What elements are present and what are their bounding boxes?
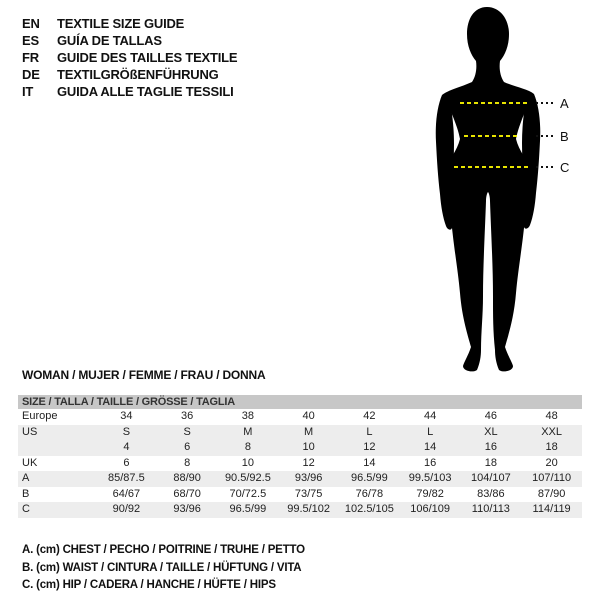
- table-row-us: [18, 425, 582, 441]
- size-value: 68/70: [173, 487, 201, 500]
- language-row-es: [22, 32, 237, 49]
- row-label: C: [22, 503, 30, 515]
- size-table: [18, 395, 582, 518]
- language-code: EN: [22, 16, 40, 31]
- size-value: 12: [363, 441, 376, 453]
- table-row-chest-a: [18, 471, 582, 487]
- size-value: 20: [545, 456, 558, 469]
- row-label: [18, 440, 96, 456]
- size-value: 96.5/99: [351, 472, 388, 484]
- size-value: 99.5/102: [287, 503, 331, 515]
- size-value: 14: [363, 456, 376, 469]
- size-value: 10: [302, 441, 315, 453]
- size-value: 18: [545, 441, 558, 453]
- row-label: A: [22, 472, 30, 484]
- language-title-block: [22, 15, 237, 100]
- row-label: B: [22, 487, 30, 500]
- size-value: 48: [545, 410, 558, 422]
- language-row-it: [22, 83, 237, 100]
- size-value: L: [366, 425, 373, 438]
- size-value: 38: [241, 410, 254, 422]
- size-value: 73/75: [294, 487, 323, 500]
- body-silhouette: [442, 7, 534, 371]
- language-code: FR: [22, 50, 39, 65]
- size-value: 90/92: [112, 503, 141, 515]
- size-value: 79/82: [416, 487, 444, 500]
- language-row-en: [22, 15, 237, 32]
- language-label: GUÍA DE TALLAS: [57, 33, 162, 48]
- size-value: 44: [424, 410, 437, 422]
- row-label: US: [22, 425, 38, 438]
- size-value: 34: [120, 410, 133, 422]
- size-value: 93/96: [173, 503, 201, 515]
- table-row-uk: [18, 456, 582, 472]
- size-value: 87/90: [537, 487, 566, 500]
- size-value: 8: [184, 456, 191, 469]
- language-code: DE: [22, 67, 40, 82]
- size-value: 76/78: [355, 487, 384, 500]
- size-value: 70/72.5: [229, 487, 267, 500]
- size-value: 46: [484, 410, 497, 422]
- size-value: 10: [241, 456, 254, 469]
- measurement-figure: [390, 0, 600, 380]
- size-value: 16: [484, 441, 497, 453]
- table-row-europe: [18, 409, 582, 425]
- size-value: 106/109: [410, 503, 450, 515]
- size-value: XXL: [541, 425, 563, 438]
- table-row-hip-c: [18, 502, 582, 518]
- size-value: 6: [123, 456, 130, 469]
- row-label: Europe: [22, 410, 58, 422]
- legend-hip: C. (cm) HIP / CADERA / HANCHE / HÜFTE / HIPS: [22, 579, 276, 591]
- size-value: 8: [244, 441, 251, 453]
- table-header-size: SIZE / TALLA / TAILLE / GRÖSSE / TAGLIA: [18, 395, 582, 409]
- language-label: GUIDE DES TAILLES TEXTILE: [57, 50, 238, 65]
- size-value: S: [122, 425, 131, 438]
- language-label: TEXTILGRÖßENFÜHRUNG: [57, 67, 219, 82]
- section-title-woman: WOMAN / MUJER / FEMME / FRAU / DONNA: [22, 368, 266, 382]
- table-row-us-numeric: [18, 440, 582, 456]
- size-value: 40: [302, 410, 315, 422]
- marker-label-a: A: [560, 96, 569, 111]
- language-label: TEXTILE SIZE GUIDE: [57, 16, 185, 31]
- marker-label-b: B: [560, 129, 569, 144]
- size-value: 88/90: [173, 472, 201, 484]
- woman-silhouette-figure: [390, 0, 600, 380]
- size-value: 42: [363, 410, 376, 422]
- size-value: M: [243, 425, 253, 438]
- size-value: XL: [484, 425, 498, 438]
- size-value: 12: [302, 456, 315, 469]
- size-value: 6: [184, 441, 191, 453]
- size-value: 114/119: [532, 503, 571, 515]
- size-value: 36: [181, 410, 194, 422]
- legend-waist: B. (cm) WAIST / CINTURA / TAILLE / HÜFTUNG / VITA: [22, 561, 302, 574]
- language-label: GUIDA ALLE TAGLIE TESSILI: [57, 84, 234, 99]
- language-code: ES: [22, 33, 39, 48]
- size-value: 16: [424, 456, 437, 469]
- table-row-waist-b: [18, 487, 582, 503]
- size-value: 85/87.5: [108, 472, 145, 484]
- size-value: 83/86: [477, 487, 505, 500]
- size-value: 102.5/105: [344, 503, 394, 515]
- size-value: 18: [484, 456, 497, 469]
- size-value: 107/110: [532, 472, 572, 484]
- language-code: IT: [22, 84, 34, 99]
- size-value: S: [183, 425, 191, 438]
- size-value: 110/113: [471, 503, 510, 515]
- size-value: 64/67: [112, 487, 141, 500]
- size-value: L: [427, 425, 434, 438]
- language-row-de: [22, 66, 237, 83]
- size-value: 93/96: [294, 472, 323, 484]
- size-value: 4: [123, 441, 130, 453]
- size-value: 96.5/99: [229, 503, 267, 515]
- measurement-legend: [22, 542, 305, 595]
- size-value: M: [304, 425, 314, 438]
- legend-chest: A. (cm) CHEST / PECHO / POITRINE / TRUHE / PETTO: [22, 544, 305, 556]
- row-label: UK: [22, 456, 38, 469]
- language-row-fr: [22, 49, 237, 66]
- size-value: 99.5/103: [408, 472, 452, 484]
- marker-label-c: C: [560, 160, 570, 175]
- size-value: 90.5/92.5: [224, 472, 271, 484]
- size-value: 104/107: [470, 472, 511, 484]
- size-value: 14: [424, 441, 437, 453]
